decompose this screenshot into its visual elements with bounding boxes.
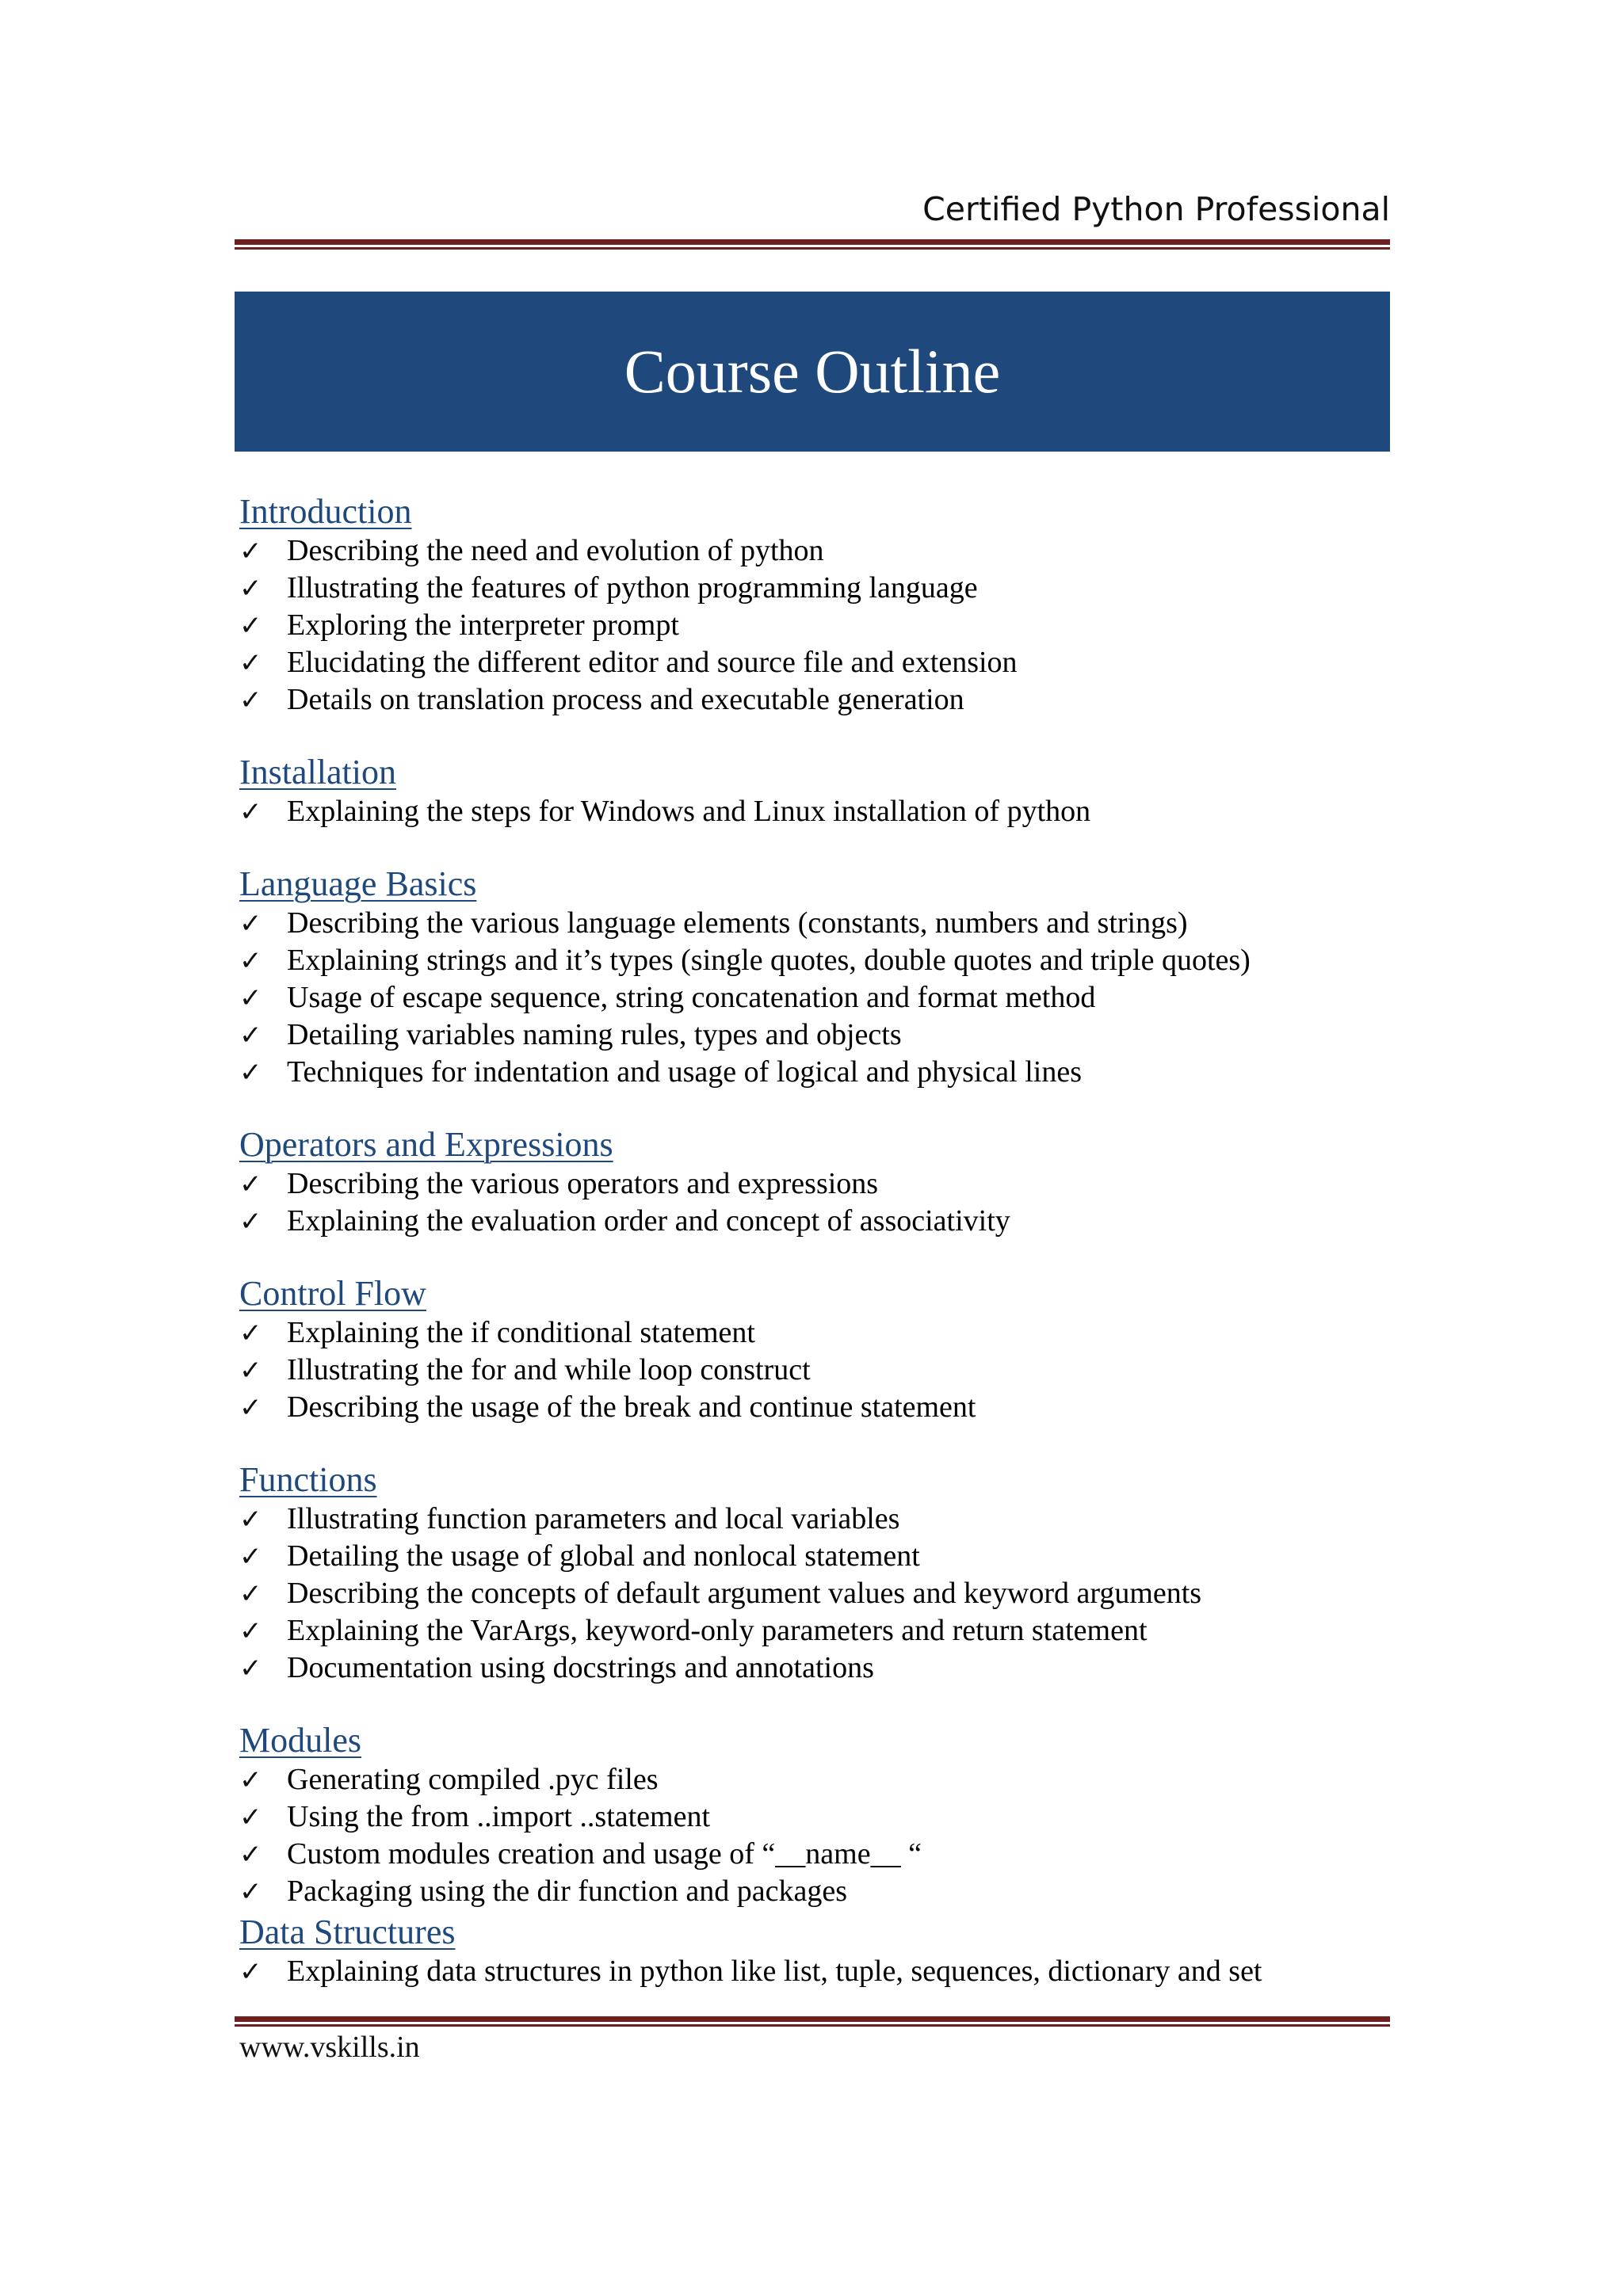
- topic-text: Describing the need and evolution of python: [287, 534, 824, 567]
- topic-text: Generating compiled .pyc files: [287, 1763, 659, 1796]
- topic-item: [239, 1165, 1390, 1203]
- topic-item: [239, 1538, 1390, 1575]
- topic-item: [239, 1203, 1390, 1240]
- topic-text: Illustrating the features of python programming language: [287, 571, 978, 605]
- checkmark-icon: ✓: [239, 1956, 262, 1988]
- section-heading: Language Basics: [239, 864, 477, 903]
- topic-item: [239, 1953, 1390, 1990]
- topic-text: Explaining the VarArgs, keyword-only parameters and return statement: [287, 1614, 1148, 1647]
- topic-text: Detailing the usage of global and nonlocal statement: [287, 1539, 920, 1573]
- topic-list: [239, 1953, 1390, 1990]
- checkmark-icon: ✓: [239, 1392, 262, 1424]
- section-heading: Data Structures: [239, 1913, 456, 1951]
- checkmark-icon: ✓: [239, 1206, 262, 1238]
- checkmark-icon: ✓: [239, 610, 262, 642]
- topic-item: [239, 607, 1390, 644]
- topic-item: [239, 1016, 1390, 1054]
- topic-item: [239, 532, 1390, 570]
- checkmark-icon: ✓: [239, 1876, 262, 1908]
- outline-section: [239, 1124, 1390, 1240]
- topic-item: [239, 1612, 1390, 1650]
- checkmark-icon: ✓: [239, 908, 262, 940]
- checkmark-icon: ✓: [239, 1615, 262, 1647]
- outline-section: [239, 1912, 1390, 1990]
- checkmark-icon: ✓: [239, 573, 262, 605]
- checkmark-icon: ✓: [239, 1653, 262, 1684]
- topic-item: [239, 942, 1390, 979]
- topic-item: [239, 979, 1390, 1016]
- topic-list: [239, 1165, 1390, 1240]
- topic-item: [239, 644, 1390, 681]
- section-heading: Functions: [239, 1460, 377, 1499]
- topic-list: [239, 532, 1390, 719]
- section-heading: Introduction: [239, 492, 412, 531]
- checkmark-icon: ✓: [239, 1504, 262, 1535]
- topic-list: [239, 793, 1390, 830]
- checkmark-icon: ✓: [239, 796, 262, 828]
- topic-text: Using the from ..import ..statement: [287, 1800, 711, 1833]
- topic-item: [239, 570, 1390, 607]
- outline-section: [239, 1459, 1390, 1687]
- topic-list: [239, 905, 1390, 1091]
- topic-text: Documentation using docstrings and annotations: [287, 1651, 874, 1684]
- checkmark-icon: ✓: [239, 1355, 262, 1386]
- footer-divider: [235, 2016, 1390, 2027]
- outline-section: [239, 1273, 1390, 1426]
- topic-text: Exploring the interpreter prompt: [287, 608, 679, 642]
- topic-text: Explaining data structures in python like list, tuple, sequences, dictionary and set: [287, 1955, 1262, 1988]
- topic-item: [239, 681, 1390, 719]
- topic-text: Details on translation process and executable generation: [287, 683, 964, 716]
- topic-item: [239, 1650, 1390, 1687]
- checkmark-icon: ✓: [239, 1169, 262, 1200]
- topic-item: [239, 1501, 1390, 1538]
- outline-section: [239, 491, 1390, 719]
- header-divider: [235, 239, 1390, 250]
- topic-item: [239, 1761, 1390, 1798]
- topic-text: Techniques for indentation and usage of logical and physical lines: [287, 1055, 1082, 1089]
- topic-text: Illustrating function parameters and local variables: [287, 1502, 900, 1535]
- checkmark-icon: ✓: [239, 1541, 262, 1573]
- topic-item: [239, 793, 1390, 830]
- topic-text: Explaining the steps for Windows and Linux installation of python: [287, 795, 1091, 828]
- checkmark-icon: ✓: [239, 1318, 262, 1349]
- topic-item: [239, 1575, 1390, 1612]
- topic-text: Custom modules creation and usage of “__name__ “: [287, 1837, 922, 1871]
- outline-section: [239, 864, 1390, 1091]
- checkmark-icon: ✓: [239, 1839, 262, 1871]
- topic-item: [239, 1389, 1390, 1426]
- topic-text: Illustrating the for and while loop construct: [287, 1353, 811, 1386]
- outline-section: [239, 1720, 1390, 1910]
- topic-item: [239, 1798, 1390, 1836]
- section-heading: Operators and Expressions: [239, 1125, 613, 1164]
- document-header-title: Certified Python Professional: [922, 190, 1390, 228]
- topic-item: [239, 1314, 1390, 1352]
- footer-website-url[interactable]: www.vskills.in: [239, 2031, 420, 2064]
- outline-section: [239, 752, 1390, 830]
- topic-text: Explaining the evaluation order and concept of associativity: [287, 1204, 1010, 1238]
- topic-item: [239, 1836, 1390, 1873]
- checkmark-icon: ✓: [239, 1057, 262, 1089]
- topic-text: Usage of escape sequence, string concatenation and format method: [287, 981, 1096, 1014]
- section-heading: Control Flow: [239, 1274, 426, 1313]
- checkmark-icon: ✓: [239, 1764, 262, 1796]
- topic-text: Describing the usage of the break and continue statement: [287, 1390, 976, 1424]
- topic-item: [239, 905, 1390, 942]
- topic-list: [239, 1314, 1390, 1426]
- topic-text: Explaining strings and it’s types (single quotes, double quotes and triple quotes): [287, 944, 1251, 977]
- topic-item: [239, 1352, 1390, 1389]
- banner-title: Course Outline: [624, 337, 1001, 406]
- topic-text: Describing the various operators and expressions: [287, 1167, 879, 1200]
- checkmark-icon: ✓: [239, 1802, 262, 1833]
- topic-text: Packaging using the dir function and packages: [287, 1875, 848, 1908]
- checkmark-icon: ✓: [239, 647, 262, 679]
- checkmark-icon: ✓: [239, 536, 262, 567]
- checkmark-icon: ✓: [239, 1578, 262, 1610]
- checkmark-icon: ✓: [239, 982, 262, 1014]
- topic-text: Describing the various language elements (constants, numbers and strings): [287, 906, 1188, 940]
- topic-list: [239, 1501, 1390, 1687]
- topic-text: Detailing variables naming rules, types and objects: [287, 1018, 902, 1051]
- title-banner: [235, 292, 1390, 452]
- topic-item: [239, 1054, 1390, 1091]
- section-heading: Modules: [239, 1721, 361, 1760]
- checkmark-icon: ✓: [239, 945, 262, 977]
- topic-text: Elucidating the different editor and source file and extension: [287, 646, 1018, 679]
- section-heading: Installation: [239, 753, 396, 791]
- topic-item: [239, 1873, 1390, 1910]
- topic-text: Explaining the if conditional statement: [287, 1316, 755, 1349]
- checkmark-icon: ✓: [239, 685, 262, 716]
- topic-list: [239, 1761, 1390, 1910]
- course-outline: [239, 491, 1390, 1990]
- checkmark-icon: ✓: [239, 1020, 262, 1051]
- topic-text: Describing the concepts of default argument values and keyword arguments: [287, 1577, 1202, 1610]
